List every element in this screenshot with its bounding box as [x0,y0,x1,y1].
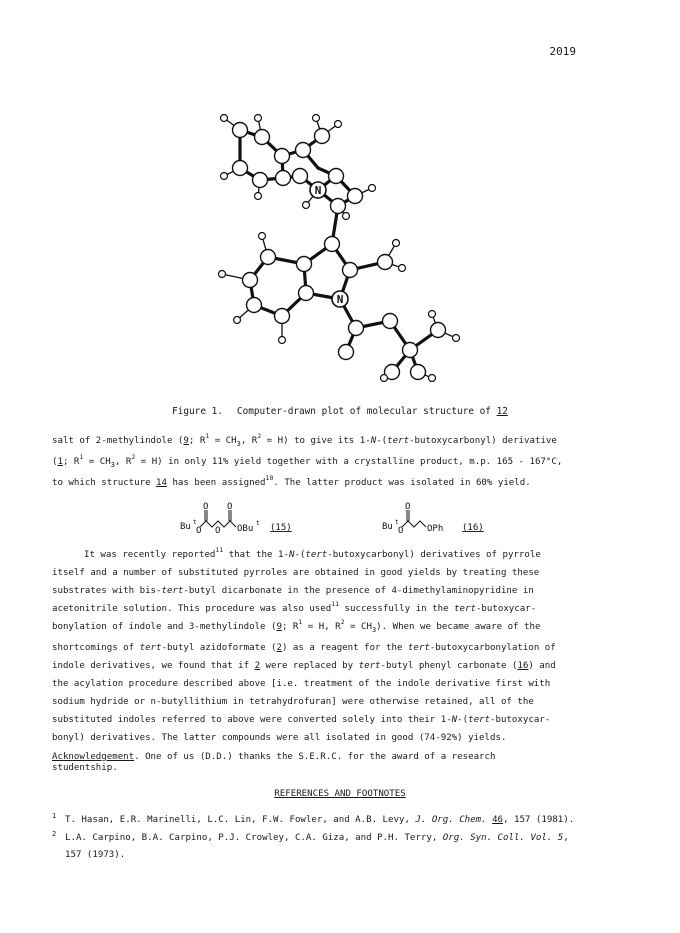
ack-label: Acknowledgement [52,752,135,762]
svg-text:OBu: OBu [237,524,254,534]
nitrogen-label: N [336,293,344,306]
svg-text:t: t [256,520,260,527]
svg-text:O: O [203,502,209,512]
reference-2: 2 L.A. Carpino, B.A. Carpino, P.J. Crowley, C.A. Giza, and P.H. Terry, Org. Syn. Coll. Vol. 5, 157 (1973). [52,830,569,860]
svg-text:t: t [193,519,197,526]
reference-1: 1 T. Hasan, E.R. Marinelli, L.C. Lin, F.W. Fowler, and A.B. Levy, J. Org. Chem. 46, 157 (1981). [52,812,575,825]
compound-15-label: (15) [270,523,292,533]
molecular-structure-plot [200,100,480,400]
carbon-atoms [233,123,446,380]
paragraph-main: It was recently reported$^{11}$ that the 1-N-(tert-butoxycarbonyl) derivatives of pyrrole itself and a number of substituted pyrroles are obtained in good yields by treating these substrates with bis-tert-butyl dicarbonate in the presence of 4-dimethylaminopyridine in acetonitrile solution. This procedure was also used$^{11}$ successfully in the tert-butoxycar- bonylation of indole and 3-methylindole (9; $R^1 = H$, $R^2 = CH_3$). When we became aware of the shortcomings of tert-butyl azidoformate (2) as a reagent for the tert-butoxycarbonylation of indole derivatives, we found that if 2 were replaced by tert-butyl phenyl carbonate (16) and the acylation procedure described above [i.e. treatment of the indole derivative first with sodium hydride or n-butyllithium in tetrahydrofuran] were otherwise retained, all of the substituted indoles referred to above were converted solely into their 1-N-(tert-butoxycar- bonyl) derivatives. The latter compounds were all isolated in good (74-92%) yields. [52,546,556,743]
bu-label: Bu [180,522,191,532]
figure-caption [0,406,680,417]
svg-text:OPh: OPh [427,524,444,534]
page-number: 2019 [549,45,576,58]
compound-16-label: (16) [462,523,484,533]
paragraph-continuation: salt of 2-methylindole (9; $R^1 = CH_3$, $R^2 = H$) to give its 1-N-(tert-butoxycarbonyl) derivative (1; $R^1 = CH_3$, $R^2 = H$) in only 11% yield together with a crystalline product, m.p. 165 - 167°C, to which structure 14 has been assigned$^{10}$. The latter product was isolated in 60% yield. [52,432,563,488]
figure-label: Figure 1. [172,406,223,417]
svg-text:t: t [395,519,399,526]
references-heading: REFERENCES AND FOOTNOTES [274,789,406,799]
svg-text:O: O [196,526,202,536]
reagent-structures [170,500,500,540]
svg-text:O: O [398,526,404,536]
svg-text:Bu: Bu [382,522,393,532]
compound-ref: 12 [496,406,508,417]
svg-text:O: O [405,502,411,512]
svg-text:O: O [227,502,233,512]
caption-text: Computer-drawn plot of molecular structure of [236,406,491,417]
nitrogen-label: N [314,184,322,197]
acknowledgement: Acknowledgement. One of us (D.D.) thanks the S.E.R.C. for the award of a research studentship. [52,752,496,773]
svg-text:O: O [215,526,221,536]
